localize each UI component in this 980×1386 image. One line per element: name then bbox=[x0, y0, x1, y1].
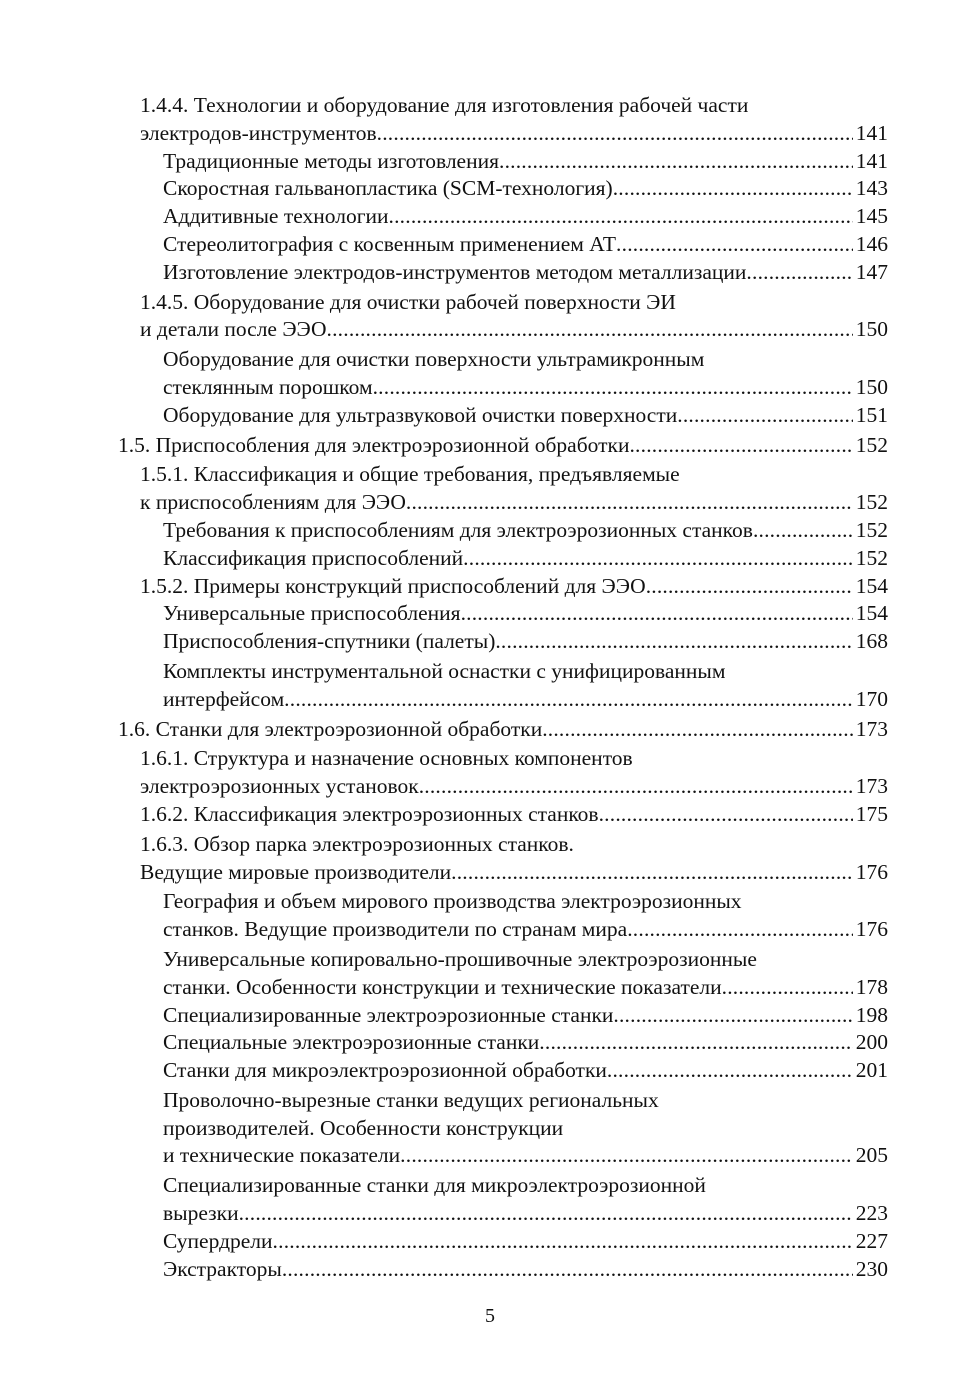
toc-entry-last-line bbox=[140, 120, 888, 148]
dot-leader bbox=[463, 545, 853, 573]
toc-entry-title-line: Скоростная гальванопластика (SCM-технология) bbox=[163, 176, 613, 201]
dot-leader bbox=[629, 432, 852, 460]
toc-entry[interactable] bbox=[118, 946, 888, 1002]
toc-entry-page-number: 154 bbox=[855, 573, 888, 598]
toc-entry-title-line: 1.4.5. Оборудование для очистки рабочей поверхности ЭИ bbox=[140, 289, 676, 314]
dot-leader bbox=[451, 859, 853, 887]
toc-entry-title-line: Ведущие мировые производители bbox=[140, 859, 452, 884]
toc-entry-page-number: 152 bbox=[855, 517, 888, 542]
toc-entry[interactable] bbox=[118, 1256, 888, 1284]
toc-entry-page-number: 227 bbox=[855, 1228, 888, 1253]
toc-entry-last-line bbox=[163, 402, 888, 430]
toc-entry-page-number: 173 bbox=[855, 774, 888, 799]
toc-entry[interactable] bbox=[118, 1087, 888, 1170]
toc-entry-page-number: 145 bbox=[855, 204, 888, 229]
toc-entry-last-line bbox=[140, 801, 888, 829]
dot-leader bbox=[627, 916, 853, 944]
toc-entry-title-line: электродов-инструментов bbox=[140, 120, 377, 145]
toc-entry-last-line bbox=[163, 203, 888, 231]
toc-entry-last-line bbox=[163, 916, 888, 944]
toc-entry-page-number: 201 bbox=[855, 1058, 888, 1083]
toc-entry-page-number: 170 bbox=[855, 686, 888, 711]
dot-leader bbox=[282, 1256, 853, 1284]
toc-entry-page-number: 178 bbox=[855, 974, 888, 999]
toc-entry-last-line bbox=[163, 1002, 888, 1030]
toc-entry[interactable] bbox=[118, 289, 888, 345]
dot-leader bbox=[607, 1057, 853, 1085]
toc-entry-title-line: Универсальные копировально-прошивочные электроэрозионные bbox=[163, 946, 757, 971]
toc-entry-title-line: Проволочно-вырезные станки ведущих региональных bbox=[163, 1087, 659, 1112]
toc-entry-title-line: Требования к приспособлениям для электроэрозионных станков bbox=[163, 517, 753, 542]
table-of-contents bbox=[118, 92, 888, 1283]
toc-entry[interactable] bbox=[118, 517, 888, 545]
toc-entry[interactable] bbox=[118, 402, 888, 430]
toc-entry-title-line: станков. Ведущие производители по странам мира bbox=[163, 917, 628, 942]
toc-entry[interactable] bbox=[118, 346, 888, 402]
toc-entry-title-line: и технические показатели bbox=[163, 1143, 401, 1168]
toc-entry-page-number: 168 bbox=[855, 629, 888, 654]
toc-entry[interactable] bbox=[118, 745, 888, 801]
dot-leader bbox=[406, 489, 853, 517]
toc-entry-page-number: 152 bbox=[855, 432, 888, 457]
toc-entry-title-line: электроэрозионных установок bbox=[140, 774, 419, 799]
toc-entry-last-line bbox=[163, 1228, 888, 1256]
toc-entry-title-line: Станки для микроэлектроэрозионной обработки bbox=[163, 1058, 607, 1083]
toc-entry[interactable] bbox=[118, 259, 888, 287]
toc-entry-page-number: 141 bbox=[855, 120, 888, 145]
toc-entry-title-line: 1.5.1. Классификация и общие требования, предъявляемые bbox=[140, 462, 680, 487]
toc-entry-last-line bbox=[163, 148, 888, 176]
toc-entry-page-number: 200 bbox=[855, 1030, 888, 1055]
toc-entry-page-number: 223 bbox=[855, 1201, 888, 1226]
toc-entry-page-number: 143 bbox=[855, 176, 888, 201]
toc-entry-page-number: 154 bbox=[855, 601, 888, 626]
toc-entry-last-line bbox=[163, 517, 888, 545]
toc-entry-last-line bbox=[163, 686, 888, 714]
toc-entry[interactable] bbox=[118, 1029, 888, 1057]
toc-entry-page-number: 198 bbox=[855, 1002, 888, 1027]
toc-entry-page-number: 151 bbox=[855, 402, 888, 427]
toc-entry-title-line: 1.6.1. Структура и назначение основных компонентов bbox=[140, 746, 633, 771]
dot-leader bbox=[419, 773, 853, 801]
toc-entry-page-number: 150 bbox=[855, 317, 888, 342]
toc-entry[interactable] bbox=[118, 231, 888, 259]
toc-entry-last-line bbox=[140, 773, 888, 801]
toc-entry[interactable] bbox=[118, 1002, 888, 1030]
toc-entry-last-line bbox=[163, 974, 888, 1002]
toc-entry-page-number: 147 bbox=[855, 259, 888, 284]
toc-entry-title-line: Традиционные методы изготовления bbox=[163, 148, 499, 173]
toc-entry-title-line: Оборудование для ультразвуковой очистки поверхности bbox=[163, 402, 678, 427]
toc-entry-title-line: Аддитивные технологии bbox=[163, 204, 389, 229]
toc-entry-last-line bbox=[163, 600, 888, 628]
dot-leader bbox=[373, 374, 853, 402]
toc-entry[interactable] bbox=[118, 148, 888, 176]
toc-entry-title-line: 1.6.2. Классификация электроэрозионных станков bbox=[140, 801, 599, 826]
toc-entry-title-line: 1.6.3. Обзор парка электроэрозионных станков. bbox=[140, 831, 574, 856]
toc-entry[interactable] bbox=[118, 600, 888, 628]
dot-leader bbox=[284, 686, 853, 714]
dot-leader bbox=[613, 175, 853, 203]
toc-entry[interactable] bbox=[118, 432, 888, 460]
toc-entry-page-number: 176 bbox=[855, 859, 888, 884]
toc-entry-last-line bbox=[140, 859, 888, 887]
dot-leader bbox=[400, 1142, 853, 1170]
toc-entry-title-line: станки. Особенности конструкции и технические показатели bbox=[163, 974, 722, 999]
dot-leader bbox=[616, 231, 853, 259]
toc-entry-title-line: Комплекты инструментальной оснастки с унифицированным bbox=[163, 658, 726, 683]
toc-entry[interactable] bbox=[118, 801, 888, 829]
toc-entry[interactable] bbox=[118, 831, 888, 887]
toc-entry-last-line bbox=[118, 432, 888, 460]
toc-entry[interactable] bbox=[118, 573, 888, 601]
toc-entry-title-line: География и объем мирового производства электроэрозионных bbox=[163, 889, 742, 914]
toc-entry-title-line: к приспособлениям для ЭЭО bbox=[140, 490, 406, 515]
toc-entry-page-number: 176 bbox=[855, 917, 888, 942]
toc-entry[interactable] bbox=[118, 888, 888, 944]
toc-entry-title-line: Экстракторы bbox=[163, 1256, 282, 1281]
toc-entry-last-line bbox=[163, 1142, 888, 1170]
toc-entry-last-line bbox=[163, 175, 888, 203]
toc-entry[interactable] bbox=[118, 545, 888, 573]
toc-entry-page-number: 150 bbox=[855, 374, 888, 399]
toc-entry-title-line: и детали после ЭЭО bbox=[140, 317, 327, 342]
page-number: 5 bbox=[485, 1305, 495, 1327]
dot-leader bbox=[753, 517, 853, 545]
toc-entry-last-line bbox=[163, 259, 888, 287]
toc-entry-last-line bbox=[118, 716, 888, 744]
toc-entry[interactable] bbox=[118, 203, 888, 231]
toc-entry-last-line bbox=[163, 1200, 888, 1228]
toc-entry-last-line bbox=[163, 545, 888, 573]
dot-leader bbox=[273, 1228, 853, 1256]
toc-entry-page-number: 146 bbox=[855, 231, 888, 256]
toc-entry-page-number: 152 bbox=[855, 490, 888, 515]
toc-entry-page-number: 173 bbox=[855, 716, 888, 741]
toc-entry-title-line: 1.6. Станки для электроэрозионной обработки bbox=[118, 716, 543, 741]
toc-entry-title-line: интерфейсом bbox=[163, 686, 285, 711]
dot-leader bbox=[646, 573, 853, 601]
toc-entry-title-line: Специализированные электроэрозионные станки bbox=[163, 1002, 614, 1027]
dot-leader bbox=[613, 1002, 852, 1030]
toc-entry[interactable] bbox=[118, 175, 888, 203]
toc-entry[interactable] bbox=[118, 1057, 888, 1085]
toc-entry[interactable] bbox=[118, 92, 888, 148]
dot-leader bbox=[746, 259, 852, 287]
toc-entry-page-number: 205 bbox=[855, 1143, 888, 1168]
dot-leader bbox=[542, 716, 853, 744]
dot-leader bbox=[677, 402, 853, 430]
toc-entry-last-line bbox=[163, 1029, 888, 1057]
toc-entry-title-line: Универсальные приспособления bbox=[163, 601, 461, 626]
toc-entry-title-line: производителей. Особенности конструкции bbox=[163, 1115, 564, 1140]
toc-entry-last-line bbox=[163, 628, 888, 656]
toc-entry-page-number: 141 bbox=[855, 148, 888, 173]
dot-leader bbox=[599, 801, 853, 829]
toc-entry[interactable] bbox=[118, 1172, 888, 1228]
toc-entry-title-line: Специальные электроэрозионные станки bbox=[163, 1030, 540, 1055]
toc-entry-title-line: Оборудование для очистки поверхности ультрамикронным bbox=[163, 347, 705, 372]
toc-entry[interactable] bbox=[118, 628, 888, 656]
toc-entry-title-line: 1.4.4. Технологии и оборудование для изготовления рабочей части bbox=[140, 93, 749, 117]
toc-entry-title-line: Супердрели bbox=[163, 1228, 273, 1253]
dot-leader bbox=[239, 1200, 853, 1228]
toc-entry[interactable] bbox=[118, 716, 888, 744]
toc-entry-title-line: 1.5. Приспособления для электроэрозионной обработки bbox=[118, 432, 630, 457]
dot-leader bbox=[327, 316, 853, 344]
toc-entry[interactable] bbox=[118, 1228, 888, 1256]
dot-leader bbox=[377, 120, 853, 148]
toc-entry-page-number: 175 bbox=[855, 801, 888, 826]
dot-leader bbox=[389, 203, 853, 231]
toc-entry-last-line bbox=[163, 1057, 888, 1085]
toc-entry-last-line bbox=[140, 316, 888, 344]
dot-leader bbox=[461, 600, 853, 628]
toc-entry-page-number: 230 bbox=[855, 1256, 888, 1281]
dot-leader bbox=[539, 1029, 852, 1057]
dot-leader bbox=[722, 974, 853, 1002]
dot-leader bbox=[499, 148, 853, 176]
toc-entry-title-line: Приспособления-спутники (палеты) bbox=[163, 629, 496, 654]
toc-entry-last-line bbox=[163, 231, 888, 259]
toc-entry-last-line bbox=[163, 374, 888, 402]
toc-entry-title-line: Специализированные станки для микроэлектроэрозионной bbox=[163, 1173, 706, 1198]
toc-entry-title-line: Классификация приспособлений bbox=[163, 545, 464, 570]
toc-entry-title-line: Стереолитография с косвенным применением АТ bbox=[163, 231, 617, 256]
toc-entry[interactable] bbox=[118, 461, 888, 517]
toc-entry-last-line bbox=[140, 573, 888, 601]
toc-entry-last-line bbox=[163, 1256, 888, 1284]
toc-entry-title-line: 1.5.2. Примеры конструкций приспособлений для ЭЭО bbox=[140, 573, 646, 598]
toc-entry-last-line bbox=[140, 489, 888, 517]
toc-entry-title-line: стеклянным порошком bbox=[163, 374, 373, 399]
toc-entry[interactable] bbox=[118, 658, 888, 714]
toc-entry-title-line: Изготовление электродов-инструментов методом металлизации bbox=[163, 259, 747, 284]
toc-entry-title-line: вырезки bbox=[163, 1201, 239, 1226]
toc-entry-page-number: 152 bbox=[855, 545, 888, 570]
dot-leader bbox=[495, 628, 852, 656]
